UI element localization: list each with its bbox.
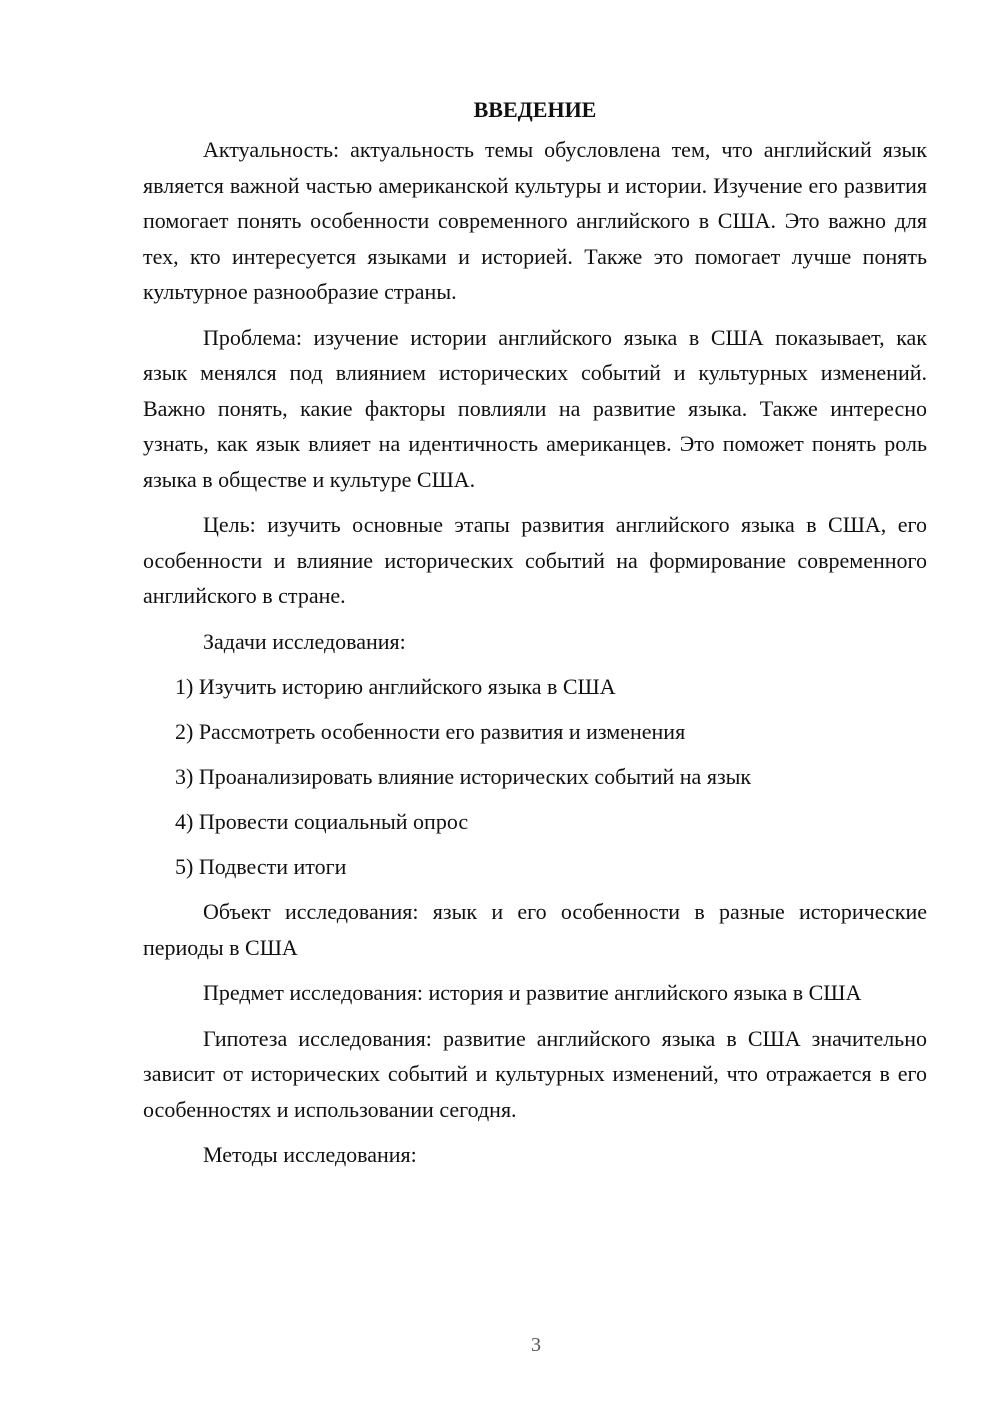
list-item: 5) Подвести итоги bbox=[175, 854, 347, 879]
tasks-heading: Задачи исследования: bbox=[203, 628, 406, 654]
problem-paragraph: Проблема: изучение истории английского языка в США показывает, как язык менялся под влиянием исторических событий и культурных изменений. Важно понять, какие факторы повлияли на развитие языка. Также интересно узнать, как язык влияет на идентичность американцев. Это поможет понять роль языка в обществе и культуре США. bbox=[143, 324, 927, 492]
goal-paragraph: Цель: изучить основные этапы развития английского языка в США, его особенности и влияние исторических событий на формирование современного английского в стране. bbox=[143, 512, 927, 608]
list-item: 3) Проанализировать влияние исторических событий на язык bbox=[175, 764, 752, 789]
list-item: 2) Рассмотреть особенности его развития и изменения bbox=[175, 719, 686, 744]
relevance-paragraph: Актуальность: актуальность темы обусловлена тем, что английский язык является важной частью американской культуры и истории. Изучение его развития помогает понять особенности современного английского в США. Это важно для тех, кто интересуется языками и историей. Также это помогает лучше понять культурное разнообразие страны. bbox=[143, 137, 927, 304]
object-paragraph: Объект исследования: язык и его особенности в разные исторические периоды в США bbox=[143, 899, 927, 960]
subject-paragraph: Предмет исследования: история и развитие английского языка в США bbox=[203, 980, 862, 1005]
page-number: 3 bbox=[531, 1334, 541, 1356]
methods-heading: Методы исследования: bbox=[203, 1142, 417, 1167]
hypothesis-paragraph: Гипотеза исследования: развитие английского языка в США значительно зависит от исторических событий и культурных изменений, что отражается в его особенностях и использовании сегодня. bbox=[143, 1025, 927, 1122]
document-page bbox=[143, 92, 927, 1183]
list-item: 4) Провести социальный опрос bbox=[175, 809, 469, 834]
page-title: ВВЕДЕНИЕ bbox=[473, 97, 597, 122]
list-item: 1) Изучить историю английского языка в США bbox=[175, 674, 616, 699]
tasks-list bbox=[143, 669, 927, 885]
